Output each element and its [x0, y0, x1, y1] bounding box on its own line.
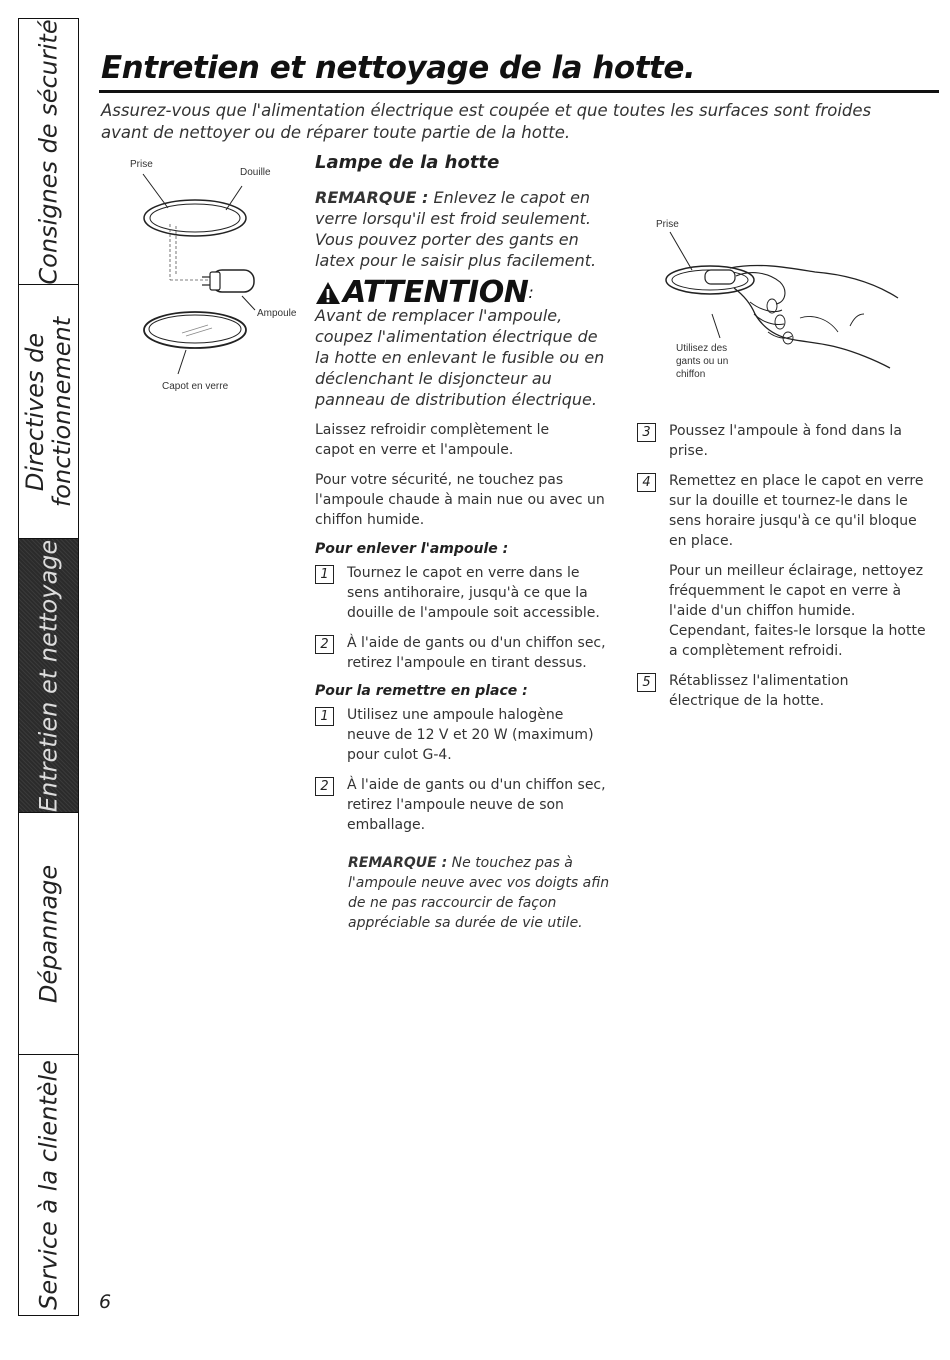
note-text: Enlevez le capot en verre lorsqu'il est froid seulement. Vous pouvez porter des gants en latex pour le saisir plus facilement. [315, 188, 597, 270]
remove-step-2 [315, 633, 620, 673]
step-text: Rétablissez l'alimentation électrique de la hotte. [669, 673, 849, 709]
label-gants: Utilisez des gants ou un chiffon [676, 343, 729, 380]
tab-service-clientele[interactable] [19, 1054, 78, 1316]
page-title: Entretien et nettoyage de la hotte. [101, 50, 696, 86]
tab-label: Directives de fonctionnement [20, 316, 76, 507]
step-3 [637, 421, 937, 461]
tab-directives-fonctionnement[interactable] [19, 284, 78, 538]
lamp-heading: Lampe de la hotte [315, 152, 500, 173]
step-number: 5 [637, 673, 656, 692]
attention-word: ATTENTION [343, 275, 529, 310]
sidebar-tabs [18, 18, 79, 1316]
label-prise-2: Prise [656, 219, 679, 230]
title-rule [99, 90, 939, 93]
label-prise: Prise [130, 159, 153, 170]
step-text: Poussez l'ampoule à fond dans la prise. [669, 423, 902, 459]
lamp-note [315, 187, 615, 271]
tab-consignes-securite[interactable] [19, 18, 78, 284]
step-text: Tournez le capot en verre dans le sens antihoraire, jusqu'à ce que la douille de l'ampoule soit accessible. [347, 565, 600, 621]
note-label: REMARQUE : [315, 188, 429, 207]
step-text: Utilisez une ampoule halogène neuve de 12 V et 20 W (maximum) pour culot G-4. [347, 707, 594, 763]
tab-entretien-nettoyage[interactable] [19, 538, 78, 812]
tab-label: Service à la clientèle [34, 1060, 62, 1310]
para-safety: Pour votre sécurité, ne touchez pas l'ampoule chaude à main nue ou avec un chiffon humide. [315, 472, 605, 528]
label-ampoule: Ampoule [257, 308, 297, 319]
attention-heading [315, 275, 620, 310]
attention-colon: : [528, 283, 534, 302]
note-label: REMARQUE : [348, 855, 448, 871]
lamp-parts-figure [110, 150, 310, 400]
lamp-instructions [315, 153, 620, 933]
bulb-note [348, 853, 613, 933]
tab-label: Dépannage [34, 864, 62, 1003]
reinstall-instructions [637, 421, 937, 711]
replace-heading: Pour la remettre en place : [315, 683, 528, 699]
warning-icon [315, 281, 341, 305]
step-text: Remettez en place le capot en verre sur la douille et tournez-le dans le sens horaire jusqu'à ce qu'il bloque en place. [669, 473, 924, 549]
step-number: 3 [637, 423, 656, 442]
step-number: 1 [315, 707, 334, 726]
remove-step-1 [315, 563, 620, 623]
tab-label: Entretien et nettoyage [34, 539, 62, 812]
para-cool: Laissez refroidir complètement le capot en verre et l'ampoule. [315, 422, 550, 458]
step-number: 2 [315, 635, 334, 654]
label-douille: Douille [240, 167, 271, 178]
tab-depannage[interactable] [19, 812, 78, 1054]
cleaning-para: Pour un meilleur éclairage, nettoyez fréquemment le capot en verre à l'aide d'un chiffon humide. Cependant, faites-le lorsque la hotte a complètement refroidi. [669, 563, 926, 659]
lamp-parts-drawing [110, 150, 310, 400]
replace-step-2 [315, 775, 620, 835]
step-text: À l'aide de gants ou d'un chiffon sec, retirez l'ampoule en tirant dessus. [347, 635, 606, 671]
hand-figure [650, 210, 910, 400]
step-number: 4 [637, 473, 656, 492]
step-number: 1 [315, 565, 334, 584]
page-number: 6 [99, 1291, 112, 1313]
label-capot: Capot en verre [162, 381, 229, 392]
step-number: 2 [315, 777, 334, 796]
step-text: À l'aide de gants ou d'un chiffon sec, retirez l'ampoule neuve de son emballage. [347, 777, 606, 833]
replace-step-1 [315, 705, 620, 765]
note-text: Ne touchez pas à l'ampoule neuve avec vos doigts afin de ne pas raccourcir de façon appréciable sa durée de vie utile. [348, 855, 610, 931]
attention-text: Avant de remplacer l'ampoule, coupez l'alimentation électrique de la hotte en enlevant le fusible ou en déclenchant le disjoncteur au panneau de distribution électrique. [315, 306, 605, 409]
tab-label: Consignes de sécurité [34, 18, 62, 284]
remove-heading: Pour enlever l'ampoule : [315, 541, 509, 557]
step-5 [637, 671, 937, 711]
intro-text: Assurez-vous que l'alimentation électrique est coupée et que toutes les surfaces sont froides avant de nettoyer ou de réparer toute partie de la hotte. [101, 101, 872, 142]
step-4 [637, 471, 937, 551]
